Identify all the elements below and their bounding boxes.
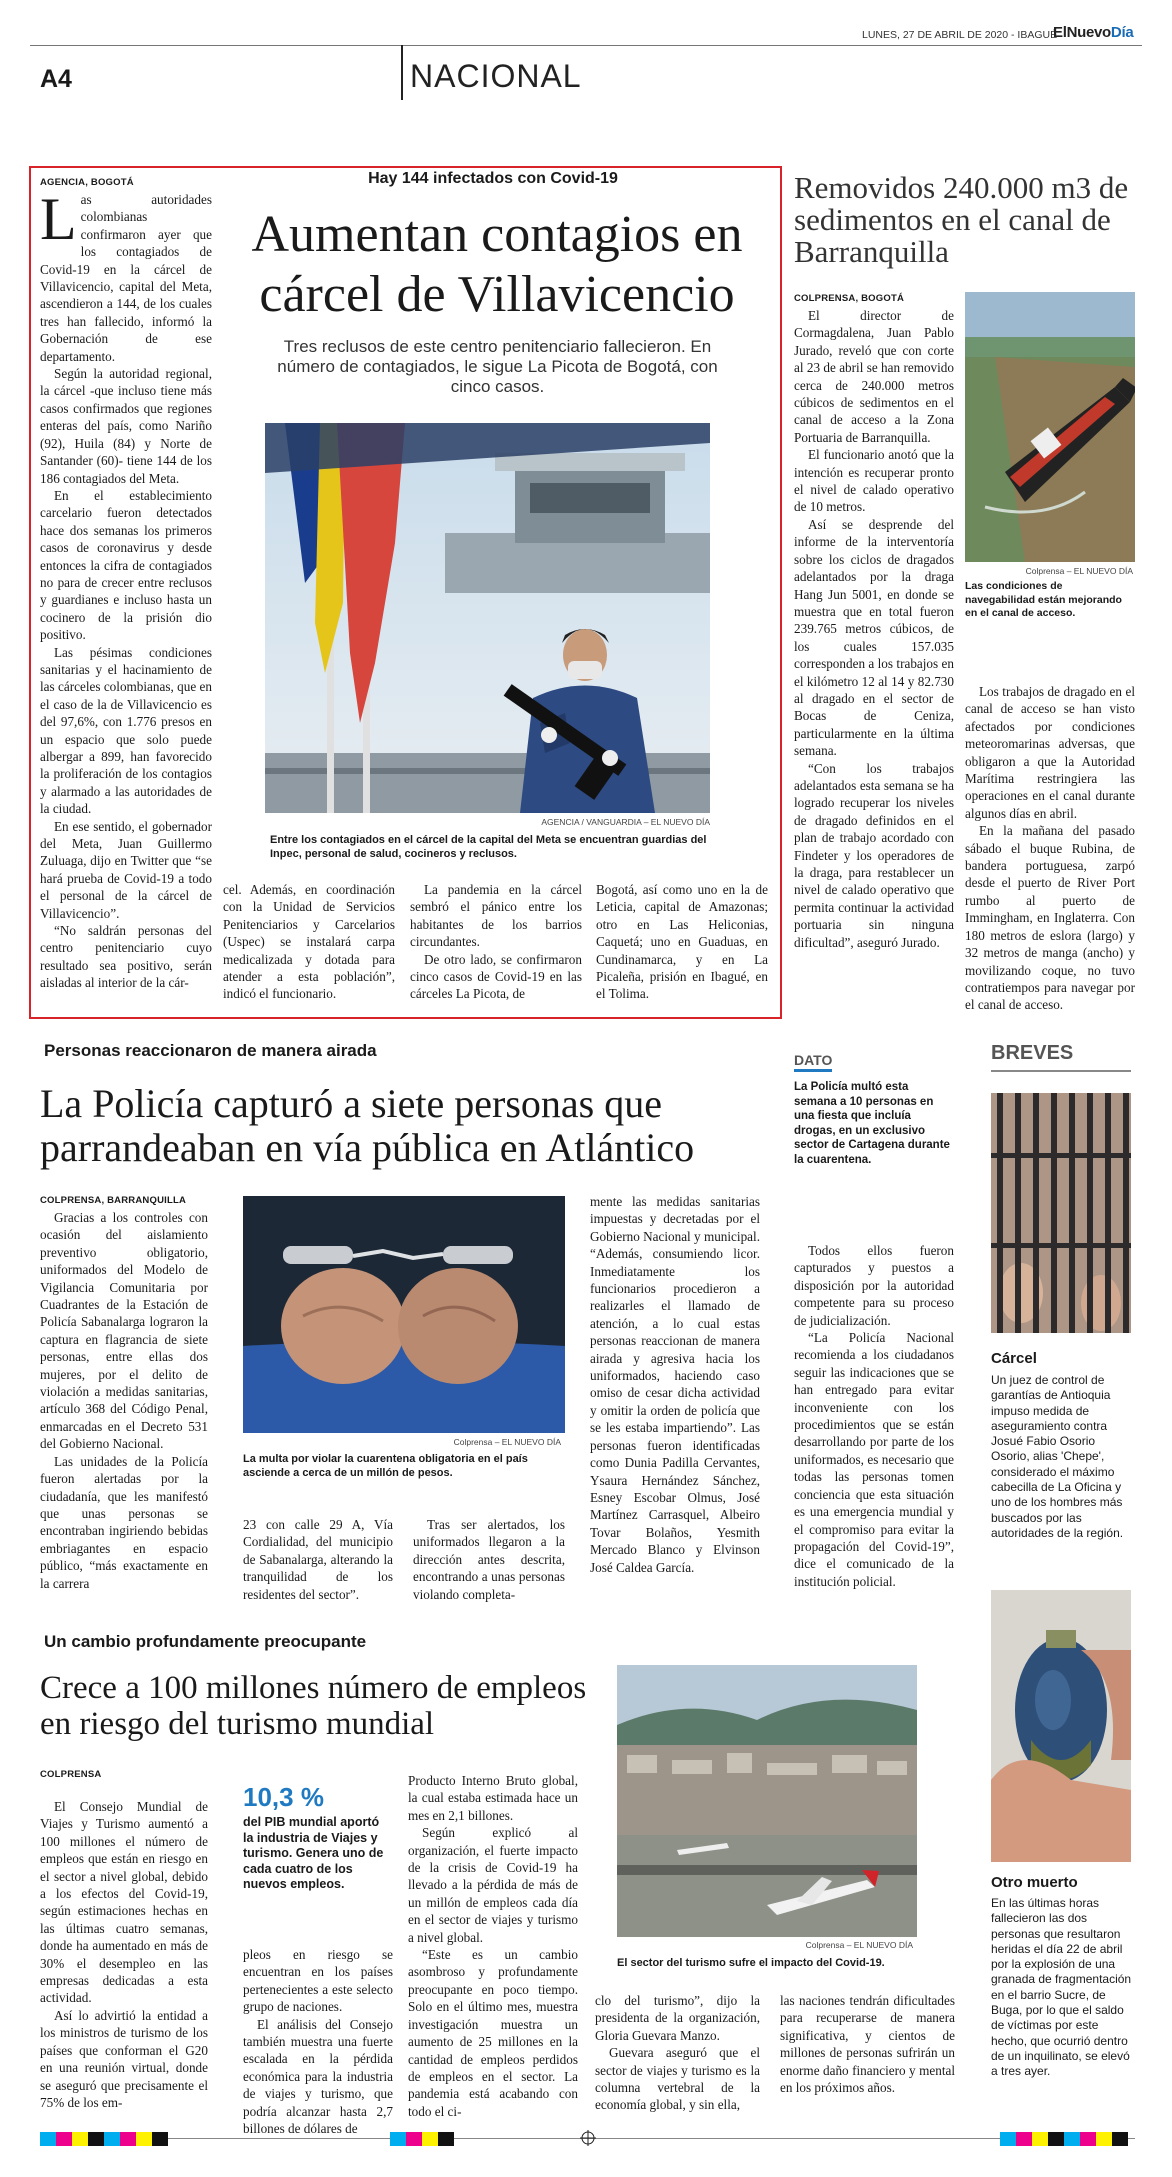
story4-paragraph: Según explicó al organización, el fuerte impacto de la crisis de Covid-19 ha llevado a la pérdida de más de un millón de empleos cada día en el sector de viajes y turismo a nivel global. xyxy=(408,1825,578,1945)
story2-col2 xyxy=(965,683,1135,1014)
breves-item2-title: Otro muerto xyxy=(991,1874,1078,1891)
story4-caption: El sector del turismo sufre el impacto del Covid-19. xyxy=(617,1957,885,1969)
story3-caption: La multa por violar la cuarentena obligatoria en el país asciende a cerca de un millón de pesos. xyxy=(243,1453,528,1479)
story1-col3 xyxy=(410,881,582,1003)
story3-kicker: Personas reaccionaron de manera airada xyxy=(44,1041,377,1060)
story1-paragraph: Según la autoridad regional, la cárcel -que incluso tiene más casos confirmados que regiones enteras del país, como Nariño (92), Huila (84) y Norte de Santander (60)- tiene 144 de los 186 contagiados del Meta. xyxy=(40,366,212,486)
brand-el: El xyxy=(1053,24,1067,41)
story3-headline: La Policía capturó a siete personas que parrandeaban en vía pública en Atlántico xyxy=(40,1081,695,1170)
story4-paragraph: Guevara aseguró que el sector de viajes y turismo es la columna vertebral de la economía global, y sin ella, xyxy=(595,2045,760,2113)
dropcap: L xyxy=(40,186,77,252)
ship-photo xyxy=(965,292,1135,562)
story1-photo-credit: AGENCIA / VANGUARDIA – EL NUEVO DÍA xyxy=(541,817,710,827)
story2-paragraph: El director de Cormagdalena, Juan Pablo Jurado, reveló que con corte al 23 de abril se han removido cerca de 240.000 metros cúbicos de sedimentos en el canal de acceso a la Zona Portuaria de Barranquilla. xyxy=(794,308,954,445)
story1-col2 xyxy=(223,881,395,1003)
story4-col1 xyxy=(40,1769,208,2111)
grenade-photo xyxy=(991,1590,1131,1862)
color-registration-bar xyxy=(0,2132,1172,2146)
swatches-right xyxy=(1000,2132,1128,2151)
story2-headline: Removidos 240.000 m3 de sedimentos en el canal de Barranquilla xyxy=(794,170,1129,269)
story3-paragraph: mente las medidas sanitarias impuestas y decretadas por el Gobierno Nacional y municipal. “Además, consumiendo licor. Inmediatamente los funcionarios procedieron a realizarles el llamado de atención, a lo cual estas personas reaccionan de manera airada y agresiva hacia los uniformados, haciendo caso omiso de cesar dicha actividad y omitir la orden de policía que se les estaba impartiendo”. Las personas fueron identificadas como Dunia Padilla Cervantes, Ysaura Hernández Sánchez, Esney Escobar Olmus, José Martínez Carrasquel, Albeiro Tovar Bolaños, Yesmith Mercado Blanco y Elvinson José Caldea García. xyxy=(590,1194,760,1575)
story1-lead: as autoridades colombianas confirmaron ayer que los contagiados de Covid-19 en la cárcel de Villavicencio, capital del Meta, ascendieron a 144, de los cuales tres han fallecido, informó la Gobernación de ese departamento. xyxy=(40,192,212,364)
story3-col3 xyxy=(413,1516,565,1603)
story4-paragraph: pleos en riesgo se encuentran en los países pertenecientes a este selecto grupo de naciones. xyxy=(243,1947,393,2015)
story4-paragraph: “Este es un cambio asombroso y profundamente preocupante en poco tiempo. Solo en el último mes, muestra investigación muestra un aumento de 25 millones en la cantidad de empleos perdidos de empleos en el sector. La pandemia está acabando con todo el ci- xyxy=(408,1947,578,2119)
story2-paragraph: “Con los trabajos adelantados esta semana se ha logrado recuperar los niveles de dragado definidos en el plan de trabajo acordado con Findeter y los operadores de la draga, para restablecer un nivel de calado operativo que permita continuar la actividad portuaria sin ninguna dificultad”, aseguró Jurado. xyxy=(794,760,954,950)
story4-byline: COLPRENSA xyxy=(40,1769,102,1780)
story2-paragraph: El funcionario anotó que la intención es recuperar pronto el nivel de calado operativo de 10 metros. xyxy=(794,447,954,515)
handcuffs-photo xyxy=(243,1196,565,1433)
story3-col1 xyxy=(40,1195,208,1592)
brand-logo xyxy=(1053,24,1133,41)
story1-headline: Aumentan contagios en cárcel de Villavicencio xyxy=(251,206,743,323)
prison-bars-photo xyxy=(991,1093,1131,1333)
story4-paragraph: clo del turismo”, dijo la presidenta de la organización, Gloria Guevara Manzo. xyxy=(595,1993,760,2043)
story4-paragraph: Así lo advirtió la entidad a los ministros de turismo de los países que conforman el G20 en una reunión virtual, donde se aseguró que precisamente el 75% de los em- xyxy=(40,2007,208,2110)
story1-paragraph: Bogotá, así como uno en la de Leticia, capital de Amazonas; otro en Las Heliconias, Caquetá; uno en Guaduas, en Cundinamarca, y en La Picaleña, prisión en Ibagué, en el Tolima. xyxy=(596,882,768,1002)
story1-byline: AGENCIA, BOGOTÁ xyxy=(40,177,134,188)
header-rule xyxy=(30,45,1142,46)
stat-value: 10,3 % xyxy=(243,1782,324,1812)
story3-col4 xyxy=(590,1193,760,1576)
story1-paragraph: De otro lado, se confirmaron cinco casos de Covid-19 en las cárceles La Picota, de xyxy=(410,951,582,1002)
breves-item1-title: Cárcel xyxy=(991,1350,1037,1367)
story3-photo-credit: Colprensa – EL NUEVO DÍA xyxy=(453,1437,561,1447)
swatches-center xyxy=(390,2132,454,2151)
story4-paragraph: las naciones tendrán dificultades para recuperarse de manera significativa, y cientos de millones de personas sufrirán un enorme daño financiero y mental en los próximos años. xyxy=(780,1993,955,2096)
airport-photo xyxy=(617,1665,917,1937)
story1-kicker: Hay 144 infectados con Covid-19 xyxy=(368,170,618,187)
breves-title: BREVES xyxy=(991,1042,1074,1064)
story2-col1 xyxy=(794,293,954,951)
story2-paragraph: En la mañana del pasado sábado el buque Rubina, de bandera portuguesa, zarpó desde el puerto de River Port rumbo al puerto de Immingham, en Inglaterra. Con 180 metros de eslora (largo) y 32 metros de manga (ancho) y movilizando coque, no tuvo contratiempos para navegar por el canal de acceso. xyxy=(965,823,1135,1013)
story1-paragraph: “No saldrán personas del centro penitenciario cuyo resultado sea positivo, serán aisladas al interior de la cár- xyxy=(40,923,212,991)
story1-paragraph: En ese sentido, el gobernador del Meta, Juan Guillermo Zuluaga, dijo en Twitter que “se hará prueba de Covid-19 a todo el personal de la cárcel de Villavicencio”. xyxy=(40,818,212,921)
story3-byline: COLPRENSA, BARRANQUILLA xyxy=(40,1195,187,1206)
brand-nuevo: Nuevo xyxy=(1066,24,1111,41)
breves-item2-text: En las últimas horas fallecieron las dos personas que resultaron heridas el día 22 de abril por la explosión de una granada de fragmentación en el barrio Sucre, de Buga, por lo que el saldo de víctimas por este hecho, que ocurrió dentro de un inquilinato, se elevó a tres ayer. xyxy=(991,1896,1132,2079)
dato-text: La Policía multó esta semana a 10 personas en una fiesta que incluía drogas, en un exclusivo sector de Cartagena durante la cuarentena. xyxy=(794,1081,950,1166)
story1-paragraph: En el establecimiento carcelario fueron detectados hace dos semanas los primeros casos de coronavirus y desde entonces la cifra de contagiados no para de crecer entre reclusos y guardianes e incluso hasta un cocinero de la prisión dio positivo. xyxy=(40,487,212,643)
story2-caption: Las condiciones de navegabilidad están mejorando en el canal de acceso. xyxy=(965,580,1122,619)
story1-paragraph: La pandemia en la cárcel sembró el pánico entre los habitantes de los barrios circundantes. xyxy=(410,882,582,950)
story3-paragraph: Todos ellos fueron capturados y puestos a disposición por la autoridad competente para su proceso de judicialización. xyxy=(794,1243,954,1328)
story4-kicker: Un cambio profundamente preocupante xyxy=(44,1632,367,1651)
story4-paragraph: Producto Interno Bruto global, la cual estaba estimada hace un mes en 2,1 billones. xyxy=(408,1773,578,1823)
date-line: LUNES, 27 DE ABRIL DE 2020 - IBAGUÉ xyxy=(862,29,1058,41)
brand-dia: Día xyxy=(1110,24,1134,41)
swatches-left xyxy=(40,2132,168,2151)
dato-label: DATO xyxy=(794,1052,832,1072)
stat-text: del PIB mundial aportó la industria de Viajes y turismo. Genera uno de cada cuatro de los nuevos empleos. xyxy=(243,1815,384,1891)
story3-paragraph: “La Policía Nacional recomienda a los ciudadanos seguir las indicaciones que se han entregado para evitar inconveniente con los procedimientos que se están desarrollando por parte de los uniformados, es necesario que todas las personas tomen conciencia que esta situación es una emergencia mundial y el compromiso para evitar la propagación del Covid-19”, dice el comunicado de la institución policial. xyxy=(794,1330,954,1589)
dato-box xyxy=(794,1052,954,1167)
story2-paragraph: Los trabajos de dragado en el canal de acceso se han visto afectados por condiciones meteoromarinas adversas, que obligaron a que la Autoridad Marítima restringiera las operaciones en el canal durante algunos días en abril. xyxy=(965,684,1135,821)
story3-paragraph: Las unidades de la Policía fueron alertadas por la ciudadanía, que les manifestó que unas personas se encontraban ingiriendo bebidas embriagantes en espacio público, “más exactamente en la carrera xyxy=(40,1453,208,1591)
story3-col5 xyxy=(794,1242,954,1590)
registration-mark-icon xyxy=(580,2130,596,2151)
story3-paragraph: Gracias a los controles con ocasión del aislamiento preventivo obligatorio, uniformados del Modelo de Vigilancia Comunitaria por Cuadrantes de la Estación de Policía Sabanalarga lograron la captura en flagrancia de siete personas, entre ellas dos mujeres, por el delito de violación a medidas sanitarias, artículo 368 del Código Penal, enmarcadas en el Decreto 531 del Gobierno Nacional. xyxy=(40,1210,208,1452)
story3-col2 xyxy=(243,1516,393,1603)
story1-deck: Tres reclusos de este centro penitenciario fallecieron. En número de contagiados, le sigue La Picota de Bogotá, con cinco casos. xyxy=(277,337,718,396)
section-divider xyxy=(401,45,403,100)
story1-col1 xyxy=(40,177,212,992)
story4-col4 xyxy=(595,1992,760,2114)
story4-headline: Crece a 100 millones número de empleos en riesgo del turismo mundial xyxy=(40,1670,587,1742)
story1-paragraph: Las pésimas condiciones sanitarias y el hacinamiento de las cárceles colombianas, que en el caso de la de Villavicencio es del 97,6%, con 1.776 presos en un espacio que solo puede albergar a 899, han favorecido la proliferación de los contagios y alarmado a las autoridades de la ciudad. xyxy=(40,644,212,817)
story1-paragraph: cel. Además, en coordinación con la Unidad de Servicios Penitenciarios y Carcelarios (Uspec) se instalará carpa medicalizada y dotada para atender a esta población”, indicó el funcionario. xyxy=(223,882,395,1002)
page-number: A4 xyxy=(40,65,72,93)
story1-caption: Entre los contagiados en el cárcel de la capital del Meta se encuentran guardias del Inpec, personal de salud, cocineros y reclusos. xyxy=(270,834,707,860)
section-name: NACIONAL xyxy=(410,58,582,94)
breves-item1-text: Un juez de control de garantías de Antioquia impuso medida de aseguramiento contra Josué Fabio Osorio Osorio, alias 'Chepe', considerado el máximo cabecilla de La Oficina y uno de los hombres más buscados por las autoridades de la región. xyxy=(991,1373,1124,1540)
story3-paragraph: 23 con calle 29 A, Vía Cordialidad, del municipio de Sabanalarga, alterando la tranquilidad de los residentes del sector”. xyxy=(243,1517,393,1602)
stat-box xyxy=(243,1782,393,1893)
story4-paragraph: El análisis del Consejo también muestra una fuerte escalada en la pérdida económica para la industria de viajes y turismo, que podría alcanzar hasta 2,7 billones de dólares de xyxy=(243,2016,393,2137)
story1-col4 xyxy=(596,881,768,1003)
story4-col2 xyxy=(243,1946,393,2137)
story4-col5 xyxy=(780,1992,955,2096)
story4-col3 xyxy=(408,1772,578,2120)
story3-paragraph: Tras ser alertados, los uniformados llegaron a la dirección antes descrita, encontrando a unas personas violando completa- xyxy=(413,1517,565,1602)
prison-guard-photo xyxy=(265,423,710,813)
story2-paragraph: Así se desprende del informe de la interventoría sobre los ciclos de dragados adelantados por la draga Hang Jun 5001, en donde se muestra que en total fueron 239.765 metros cúbicos, de los cuales 157.035 corresponden a los trabajos en el kilómetro 12 al 14 y 82.730 al dragado en el sector de Bocas de Ceniza, particularmente en la última semana. xyxy=(794,516,954,759)
story2-photo-credit: Colprensa – EL NUEVO DÍA xyxy=(1025,566,1133,576)
story2-byline: COLPRENSA, BOGOTÁ xyxy=(794,293,905,304)
story4-paragraph: El Consejo Mundial de Viajes y Turismo aumentó a 100 millones el número de empleos que están en riesgo en el sector a nivel global, debido a los efectos del Covid-19, según estimaciones hechas en las últimas cuatro semanas, donde ha aumentado en más de 30% el desempleo en las empresas dedicadas a esta actividad. xyxy=(40,1799,208,2006)
story4-photo-credit: Colprensa – EL NUEVO DÍA xyxy=(805,1940,913,1950)
breves-rule xyxy=(991,1070,1131,1072)
